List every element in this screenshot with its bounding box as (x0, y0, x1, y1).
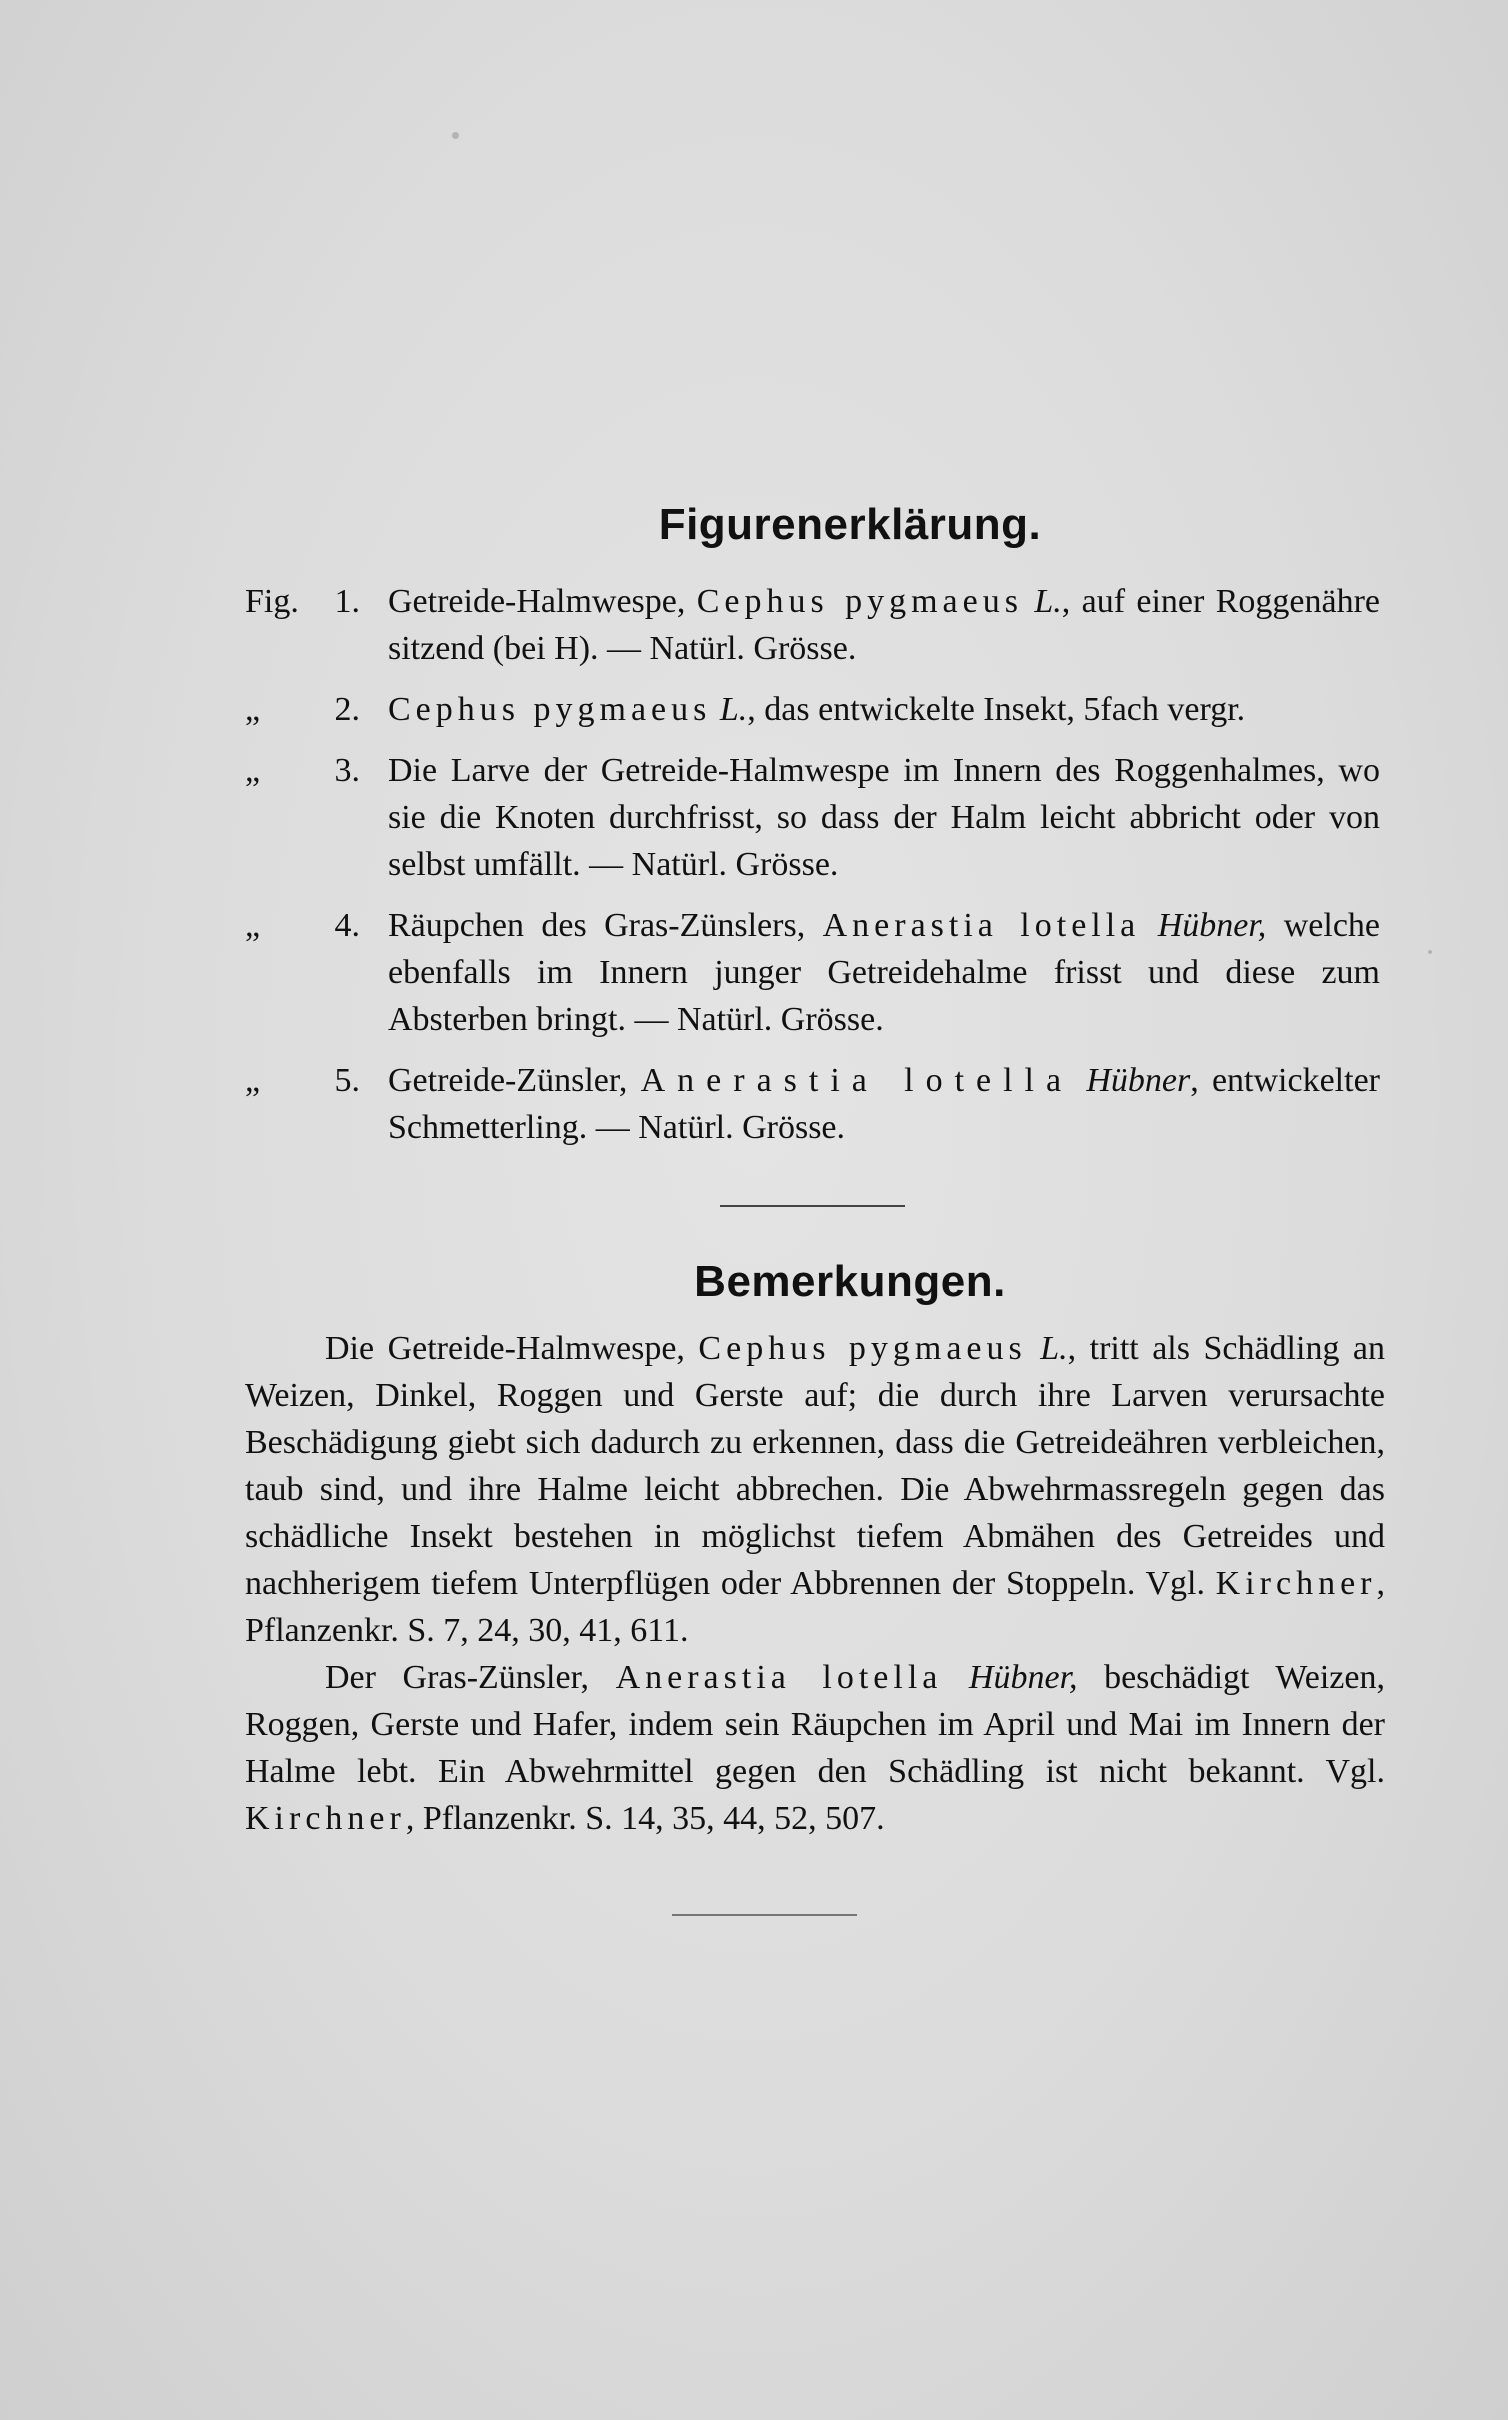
page-content (245, 500, 1385, 1916)
figure-number: 1. (334, 583, 360, 620)
remarks-heading: Bemerkungen. (694, 1257, 1006, 1306)
figure-number: 4. (334, 907, 360, 944)
figure-item-4 (245, 902, 1385, 1043)
figure-caption (388, 686, 1385, 733)
page-speck (452, 132, 459, 139)
caption-text: Getreide-Halmwespe, (388, 583, 697, 620)
figure-prefix: „ (245, 907, 261, 944)
species-name: Anerastia lotella (615, 1659, 943, 1696)
species-name: Cephus pygmaeus (388, 691, 712, 728)
figure-prefix: Fig. (245, 583, 299, 620)
remarks-paragraph-2 (245, 1654, 1385, 1842)
figure-item-1 (245, 578, 1385, 672)
author-abbrev: L. (1026, 1330, 1068, 1367)
figure-list (245, 578, 1385, 1151)
caption-text: , auf einer Roggenähre sitzend (bei H). — Natürl. Grösse. (388, 583, 1380, 667)
caption-text: Räupchen des Gras-Zünslers, (388, 907, 823, 944)
author-abbrev: L. (711, 691, 748, 728)
paragraph-text: , tritt als Schädling an Weizen, Dinkel, Roggen und Gerste auf; die durch ihre Larven verursachte Beschädigung giebt sich dadurch zu erkennen, dass die Getreideähren verbleichen, taub sind, und ihre Halme leicht abbrechen. Die Abwehrmassregeln gegen das schädliche Insekt bestehen in möglichst tiefem Abmähen des Getreides und nachherigem tiefem Unterpflügen oder Abbrennen der Stoppeln. Vgl. (245, 1330, 1386, 1602)
figure-prefix: „ (245, 1062, 261, 1099)
species-name: Cephus pygmaeus (696, 583, 1023, 620)
figure-item-5 (245, 1057, 1385, 1151)
paragraph-text: , Pflanzenkr. S. 7, 24, 30, 41, 611. (245, 1565, 1385, 1649)
paragraph-text: , Pflanzenkr. S. 14, 35, 44, 52, 507. (405, 1800, 885, 1837)
author-name: Hübner (1073, 1062, 1191, 1099)
figure-caption (388, 1057, 1385, 1151)
figure-caption (388, 747, 1385, 888)
figure-caption (388, 578, 1385, 672)
paragraph-text: beschädigt Weizen, Roggen, Gerste und Hafer, indem sein Räupchen im April und Mai im Innern der Halme lebt. Ein Abwehrmittel gegen den Schädling ist nicht bekannt. Vgl. (245, 1659, 1385, 1790)
author-abbrev: L. (1022, 583, 1062, 620)
page-speck (1428, 950, 1432, 954)
figures-heading: Figurenerklärung. (658, 500, 1042, 549)
cited-author: Kirchner (1215, 1565, 1377, 1602)
figure-caption (388, 902, 1385, 1043)
figure-prefix: „ (245, 691, 261, 728)
remarks-paragraph-1 (245, 1325, 1385, 1654)
species-name: Anerastia lotella (822, 907, 1141, 944)
caption-text: Getreide-Zünsler, (388, 1062, 641, 1099)
species-name: Cephus pygmaeus (698, 1330, 1027, 1367)
author-name: Hübner, (1140, 907, 1267, 944)
figure-number: 5. (334, 1062, 360, 1099)
paragraph-text: Die Getreide-Halmwespe, (325, 1330, 699, 1367)
author-name: Hübner, (942, 1659, 1078, 1696)
caption-text: Die Larve der Getreide-Halmwespe im Innern des Roggenhalmes, wo sie die Knoten durchfrisst, so dass der Halm leicht abbricht oder von selbst umfällt. — Natürl. Grösse. (388, 752, 1380, 883)
section-divider (720, 1205, 905, 1207)
figure-number: 2. (334, 691, 360, 728)
species-name: Anerastia lotella (640, 1062, 1074, 1099)
cited-author: Kirchner (245, 1800, 406, 1837)
figure-prefix: „ (245, 752, 261, 789)
caption-text: welche ebenfalls im Innern junger Getreidehalme frisst und diese zum Absterben bringt. — Natürl. Grösse. (388, 907, 1380, 1038)
figure-number: 3. (334, 752, 360, 789)
end-divider (672, 1914, 857, 1916)
caption-text: , das entwickelte Insekt, 5fach vergr. (747, 691, 1246, 728)
caption-text: , entwickelter Schmetterling. — Natürl. Grösse. (388, 1062, 1380, 1146)
figure-item-2 (245, 686, 1385, 733)
paragraph-text: Der Gras-Zünsler, (325, 1659, 616, 1696)
remarks-body (245, 1325, 1385, 1842)
figure-item-3 (245, 747, 1385, 888)
